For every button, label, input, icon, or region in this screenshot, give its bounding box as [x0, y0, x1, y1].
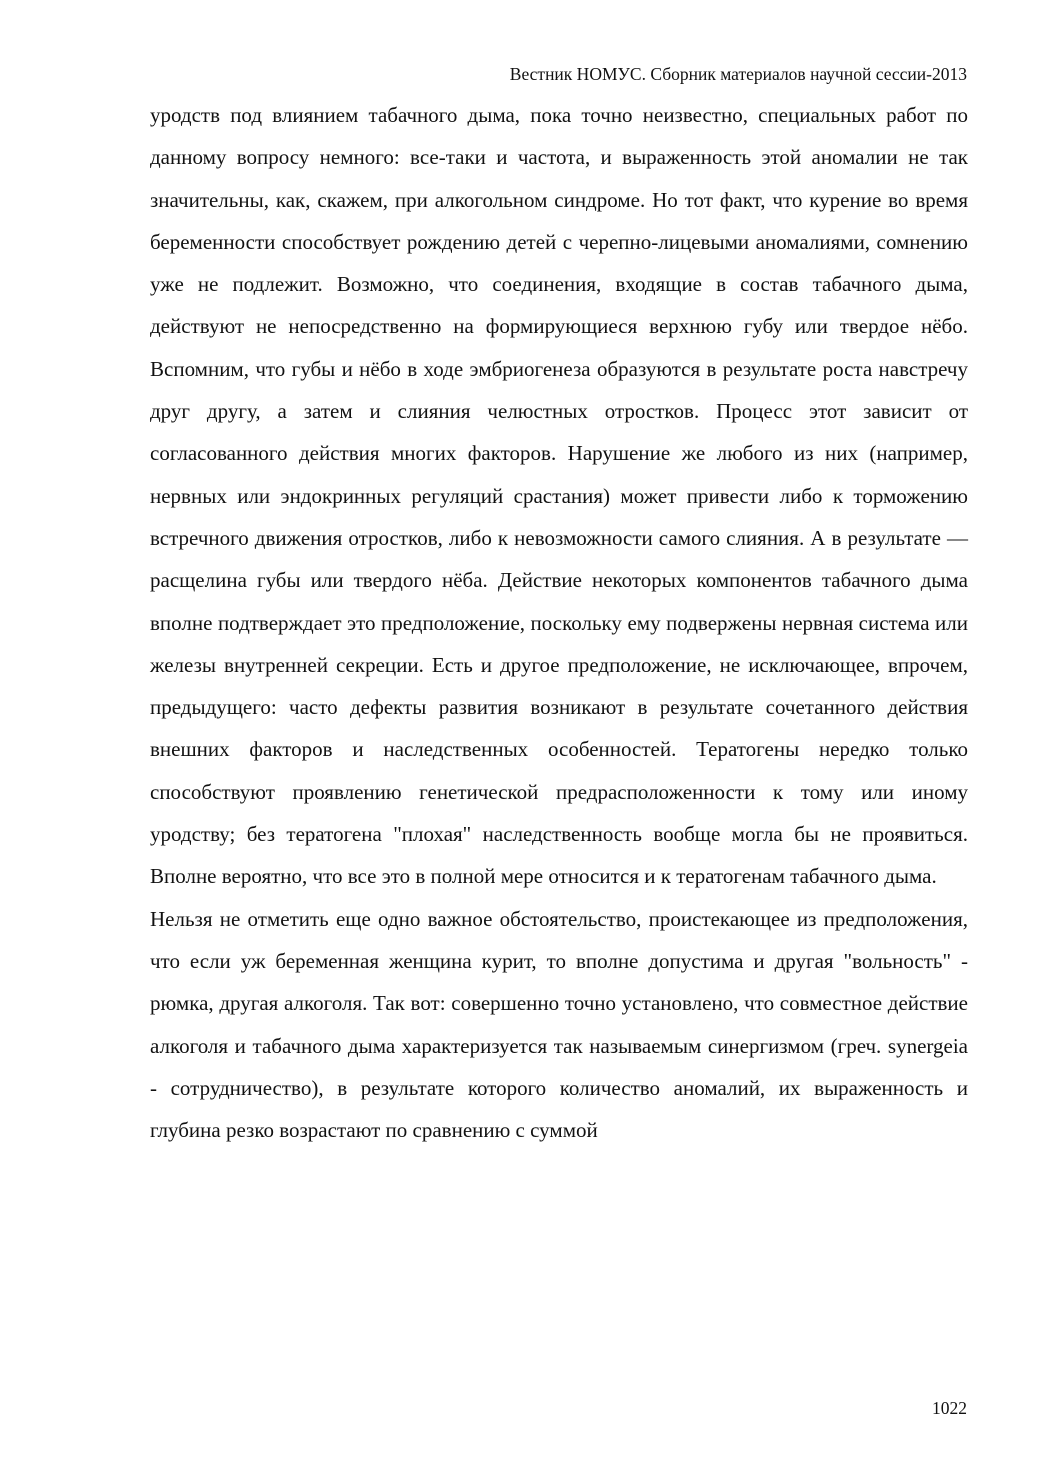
running-header: Вестник НОМУС. Сборник материалов научной сессии-2013 — [509, 64, 967, 84]
body-text — [150, 94, 968, 1151]
paragraph: уродств под влиянием табачного дыма, пока точно неизвестно, специальных работ по данному вопросу немного: все-таки и частота, и выраженность этой аномалии не так значительны, как, скажем, при алкогольном синдроме. Но тот факт, что курение во время беременности способствует рождению детей с черепно-лицевыми аномалиями, сомнению уже не подлежит. Возможно, что соединения, входящие в состав табачного дыма, действуют не непосредственно на формирующиеся верхнюю губу или твердое нёбо. Вспомним, что губы и нёбо в ходе эмбриогенеза образуются в результате роста навстречу друг другу, а затем и слияния челюстных отростков. Процесс этот зависит от согласованного действия многих факторов. Нарушение же любого из них (например, нервных или эндокринных регуляций срастания) может привести либо к торможению встречного движения отростков, либо к невозможности самого слияния. А в результате — расщелина губы или твердого нёба. Действие некоторых компонентов табачного дыма вполне подтверждает это предположение, поскольку ему подвержены нервная система или железы внутренней секреции. Есть и другое предположение, не исключающее, впрочем, предыдущего: часто дефекты развития возникают в результате сочетанного действия внешних факторов и наследственных особенностей. Тератогены нередко только способствуют проявлению генетической предрасположенности к тому или иному уродству; без тератогена "плохая" наследственность вообще могла бы не проявиться. Вполне вероятно, что все это в полной мере относится и к тератогенам табачного дыма. — [150, 103, 968, 889]
page-number: 1022 — [932, 1398, 967, 1418]
paragraph: Нельзя не отметить еще одно важное обстоятельство, проистекающее из предположения, что если уж беременная женщина курит, то вполне допустима и другая "вольность" - рюмка, другая алкоголя. Так вот: совершенно точно установлено, что совместное действие алкоголя и табачного дыма характеризуется так называемым синергизмом (греч. synergeia - сотрудничество), в результате которого количество аномалий, их выраженность и глубина резко возрастают по сравнению с суммой — [150, 906, 968, 1143]
